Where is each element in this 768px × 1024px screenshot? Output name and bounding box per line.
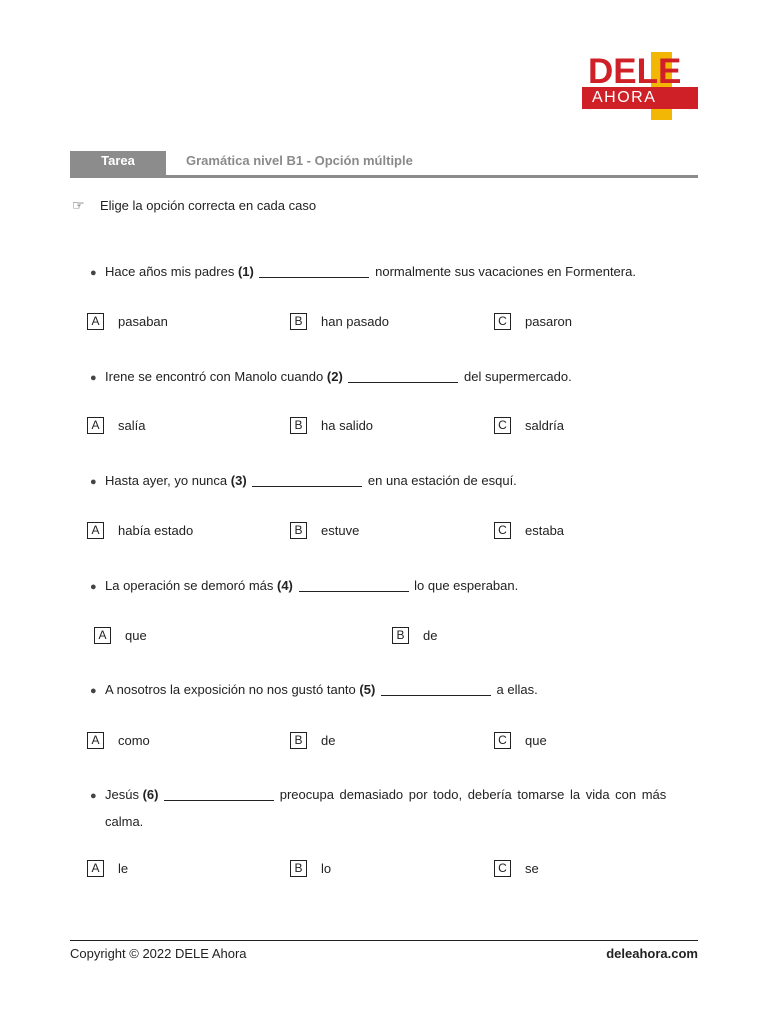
- option-label: estuve: [321, 522, 360, 538]
- option-label: había estado: [118, 522, 194, 538]
- option-4b[interactable]: [392, 626, 437, 645]
- task-title: Gramática nivel B1 - Opción múltiple: [186, 153, 413, 168]
- option-letter-box: C: [494, 417, 511, 434]
- logo-subtitle: AHORA: [592, 89, 657, 106]
- answer-blank: [259, 263, 369, 278]
- question-number: (5): [359, 682, 376, 697]
- option-letter-box: C: [494, 860, 511, 877]
- footer-divider: [70, 940, 698, 941]
- option-3c[interactable]: [494, 521, 564, 540]
- bullet-icon: ●: [90, 267, 97, 279]
- option-5c[interactable]: [494, 731, 547, 750]
- question-text-after: a ellas.: [496, 682, 538, 697]
- option-6b[interactable]: [290, 859, 331, 878]
- option-letter-box: A: [94, 627, 111, 644]
- option-letter-box: B: [290, 522, 307, 539]
- answer-blank: [299, 577, 409, 592]
- option-label: de: [423, 627, 438, 643]
- option-1c[interactable]: [494, 312, 572, 331]
- question-5: [90, 677, 698, 704]
- question-number: (2): [326, 369, 343, 384]
- option-letter-box: A: [87, 732, 104, 749]
- question-number: (3): [230, 473, 247, 488]
- option-2a[interactable]: [87, 416, 145, 435]
- question-text-after: preocupa demasiado por todo, debería tomarse la vida con más: [279, 787, 667, 802]
- bullet-icon: ●: [90, 476, 97, 488]
- option-letter-box: C: [494, 313, 511, 330]
- question-text-before: Irene se encontró con Manolo cuando: [105, 369, 324, 384]
- bullet-icon: ●: [90, 790, 97, 802]
- option-4a[interactable]: [94, 626, 147, 645]
- option-letter-box: A: [87, 860, 104, 877]
- footer-website-link[interactable]: deleahora.com: [606, 946, 698, 961]
- option-label: han pasado: [321, 313, 389, 329]
- question-text-before: Hace años mis padres: [105, 264, 235, 279]
- question-1: [90, 259, 698, 286]
- question-text-before: A nosotros la exposición no nos gustó tanto: [105, 682, 356, 697]
- task-header: [70, 151, 698, 179]
- option-label: salía: [118, 417, 146, 433]
- header-divider: [70, 175, 698, 178]
- bullet-icon: ●: [90, 685, 97, 697]
- option-label: de: [321, 732, 336, 748]
- option-letter-box: B: [392, 627, 409, 644]
- option-1a[interactable]: [87, 312, 168, 331]
- question-6: [90, 782, 698, 835]
- option-letter-box: C: [494, 522, 511, 539]
- option-2c[interactable]: [494, 416, 564, 435]
- question-number: (4): [277, 578, 293, 593]
- question-text-after: del supermercado.: [464, 369, 572, 384]
- option-label: ha salido: [321, 417, 374, 433]
- question-text-before: Hasta ayer, yo nunca: [105, 473, 228, 488]
- option-label: que: [125, 627, 147, 643]
- option-6a[interactable]: [87, 859, 128, 878]
- option-letter-box: B: [290, 417, 307, 434]
- option-label: pasaron: [525, 313, 572, 329]
- answer-blank: [252, 472, 362, 487]
- instruction-text: Elige la opción correcta en cada caso: [100, 198, 317, 213]
- answer-blank: [381, 681, 491, 696]
- option-label: se: [525, 860, 539, 876]
- option-label: pasaban: [118, 313, 168, 329]
- question-text-after: lo que esperaban.: [414, 578, 519, 593]
- option-letter-box: B: [290, 860, 307, 877]
- question-2: [90, 364, 698, 391]
- question-text-after: normalmente sus vacaciones en Formentera.: [375, 264, 636, 279]
- question-number: (6): [142, 787, 159, 802]
- option-5a[interactable]: [87, 731, 150, 750]
- instruction: [72, 197, 316, 214]
- footer-copyright: Copyright © 2022 DELE Ahora: [70, 946, 247, 961]
- answer-blank: [164, 786, 274, 801]
- bullet-icon: ●: [90, 372, 97, 384]
- option-letter-box: B: [290, 732, 307, 749]
- option-label: estaba: [525, 522, 565, 538]
- question-4: [90, 573, 698, 600]
- question-text-before: Jesús: [105, 787, 139, 802]
- option-label: que: [525, 732, 547, 748]
- option-1b[interactable]: [290, 312, 389, 331]
- dele-ahora-logo: [582, 52, 700, 122]
- logo-title: DELE: [588, 52, 682, 91]
- question-text-continuation: calma.: [105, 814, 144, 829]
- pointing-hand-icon: ☞: [72, 197, 85, 213]
- option-2b[interactable]: [290, 416, 373, 435]
- option-label: como: [118, 732, 150, 748]
- option-6c[interactable]: [494, 859, 539, 878]
- option-letter-box: A: [87, 417, 104, 434]
- option-3b[interactable]: [290, 521, 359, 540]
- question-text-after: en una estación de esquí.: [367, 473, 517, 488]
- task-tab: Tarea: [70, 151, 166, 176]
- answer-blank: [348, 368, 458, 383]
- option-letter-box: A: [87, 313, 104, 330]
- option-3a[interactable]: [87, 521, 193, 540]
- question-3: [90, 468, 698, 495]
- option-letter-box: C: [494, 732, 511, 749]
- bullet-icon: ●: [90, 581, 97, 593]
- option-5b[interactable]: [290, 731, 335, 750]
- option-label: saldría: [525, 417, 565, 433]
- option-letter-box: A: [87, 522, 104, 539]
- question-number: (1): [237, 264, 254, 279]
- option-label: le: [118, 860, 129, 876]
- option-label: lo: [321, 860, 332, 876]
- option-letter-box: B: [290, 313, 307, 330]
- question-text-before: La operación se demoró más: [105, 578, 274, 593]
